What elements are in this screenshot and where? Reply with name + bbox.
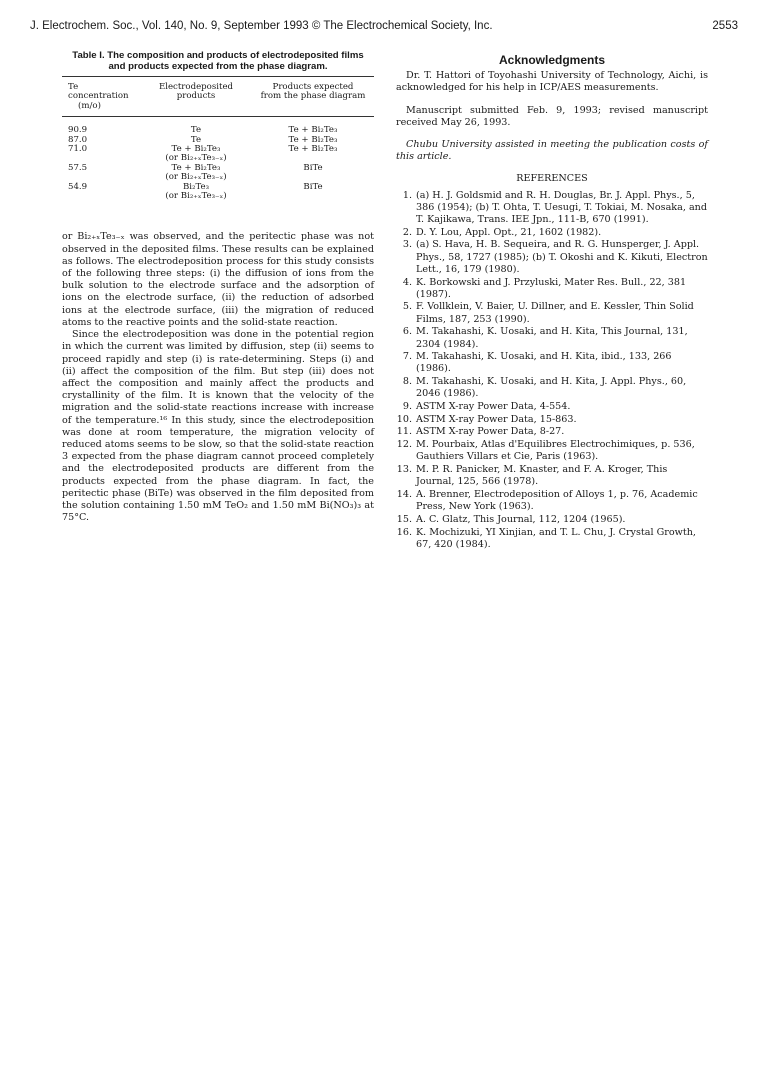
- reference-text: F. Vollklein, V. Baier, U. Dillner, and E. Kessler, Thin Solid Films, 187, 253 (1990).: [416, 301, 694, 325]
- table-header-cell: [140, 83, 252, 111]
- acknowledgments-text: Dr. T. Hattori of Toyohashi University of Technology, Aichi, is acknowledged for his help in ICP/AES measurements.: [396, 70, 708, 94]
- reference-number: 6.: [402, 326, 412, 338]
- reference-text: M. P. R. Panicker, M. Knaster, and F. A. Kroger, This Journal, 125, 566 (1978).: [416, 464, 668, 488]
- reference-text: A. C. Glatz, This Journal, 112, 1204 (1965).: [416, 513, 626, 525]
- reference-text: ASTM X-ray Power Data, 8-27.: [416, 426, 565, 438]
- reference-text: M. Pourbaix, Atlas d'Equilibres Electrochimiques, p. 536, Gauthiers Villars et Cie, Paris (1963).: [416, 439, 695, 463]
- table-cell: 90.9: [68, 125, 88, 136]
- reference-number: 11.: [396, 426, 412, 438]
- reference-item: [396, 376, 708, 400]
- left-column: [62, 50, 374, 524]
- reference-item: [396, 227, 708, 239]
- reference-text: (a) H. J. Goldsmid and R. H. Douglas, Br. J. Appl. Phys., 5, 386 (1954); (b) T. Ohta, T. Uesugi, T. Tokiai, M. Nosaka, and T. Kajikawa, Trans. IEE Jpn., 111-B, 670 (1991).: [416, 189, 707, 226]
- reference-number: 13.: [396, 464, 412, 476]
- right-column: [396, 50, 708, 552]
- table-cell: BiTe: [303, 162, 323, 173]
- header-line: Products expected: [272, 82, 354, 92]
- table-header: [62, 77, 374, 116]
- reference-text: K. Mochizuki, YI Xinjian, and T. L. Chu, J. Crystal Growth, 67, 420 (1984).: [416, 526, 696, 550]
- reference-item: [396, 239, 708, 276]
- reference-text: ASTM X-ray Power Data, 4-554.: [416, 401, 571, 413]
- body-text: [62, 231, 374, 524]
- reference-number: 4.: [402, 276, 412, 288]
- reference-item: [396, 514, 708, 526]
- reference-number: 1.: [402, 189, 412, 201]
- table-cell: (or Bi₂₊ₓTe₃₋ₓ): [165, 172, 227, 183]
- reference-number: 15.: [396, 513, 412, 525]
- reference-text: D. Y. Lou, Appl. Opt., 21, 1602 (1982).: [416, 226, 602, 238]
- reference-item: [396, 426, 708, 438]
- table-cell: 57.5: [68, 162, 88, 173]
- running-header: [30, 20, 738, 38]
- table-cell: [62, 192, 140, 201]
- table-cell: Te: [190, 134, 202, 145]
- reference-item: [396, 527, 708, 551]
- reference-number: 7.: [402, 351, 412, 363]
- reference-item: [396, 439, 708, 463]
- table-cell: Te + Bi₂Te₃: [288, 144, 338, 155]
- reference-text: M. Takahashi, K. Uosaki, and H. Kita, This Journal, 131, 2304 (1984).: [416, 326, 688, 350]
- table-header-cell: [62, 83, 140, 111]
- table-cell: 87.0: [68, 134, 88, 145]
- table-cell: Te: [190, 125, 202, 136]
- reference-text: K. Borkowski and J. Przyluski, Mater Res. Bull., 22, 381 (1987).: [416, 276, 687, 300]
- reference-item: [396, 301, 708, 325]
- reference-number: 16.: [396, 526, 412, 538]
- table-body: [62, 117, 374, 201]
- table-cell: Te + Bi₂Te₃: [171, 144, 221, 155]
- manuscript-dates: Manuscript submitted Feb. 9, 1993; revised manuscript received May 26, 1993.: [396, 104, 708, 128]
- table-cell: [252, 192, 374, 201]
- header-line: Te concentration: [68, 82, 129, 102]
- header-line: from the phase diagram: [260, 91, 366, 102]
- header-line: Electrodeposited: [158, 82, 234, 92]
- reference-number: 8.: [402, 376, 412, 388]
- table-cell: Te + Bi₂Te₃: [288, 125, 338, 136]
- reference-item: [396, 401, 708, 413]
- reference-item: [396, 489, 708, 513]
- publication-support-note: Chubu University assisted in meeting the publication costs of this article.: [396, 139, 708, 163]
- reference-text: M. Takahashi, K. Uosaki, and H. Kita, J. Appl. Phys., 60, 2046 (1986).: [416, 376, 687, 400]
- reference-number: 14.: [396, 489, 412, 500]
- reference-number: 3.: [402, 239, 412, 251]
- acknowledgments-heading: Acknowledgments: [498, 53, 606, 67]
- table-caption-line-1: Table I. The composition and products of electrodeposited films: [72, 50, 364, 61]
- reference-item: [396, 277, 708, 301]
- reference-number: 9.: [402, 401, 412, 413]
- header-line: products: [176, 91, 216, 102]
- table-caption: [62, 50, 374, 72]
- table-cell: BiTe: [303, 181, 323, 192]
- journal-citation: J. Electrochem. Soc., Vol. 140, No. 9, September 1993 © The Electrochemical Society, Inc.: [30, 20, 493, 32]
- page-number: 2553: [712, 20, 738, 32]
- reference-item: [396, 414, 708, 426]
- table-cell: 71.0: [68, 144, 88, 155]
- reference-number: 10.: [396, 413, 412, 425]
- reference-number: 2.: [402, 226, 412, 238]
- table-cell: Te + Bi₂Te₃: [288, 134, 338, 145]
- reference-number: 12.: [396, 439, 412, 451]
- reference-number: 5.: [402, 301, 412, 313]
- body-paragraph: Since the electrodeposition was done in the potential region in which the current was limited by diffusion, step (ii) seems to proceed rapidly and step (i) is rate-determining. Steps (i) and (ii) affect the composition of the film. But step (iii) does not affect the composition and mainly affect the products and crystallinity of the film. It is known that the velocity of the migration and the solid-state reactions increase with increase of the temperature.¹⁶ In this study, since the electrodeposition was done at room temperature, the migration velocity of reduced atoms seems to be slow, so that the solid-state reaction 3 expected from the phase diagram cannot proceed completely and the electrodeposited products are different from the products expected from the phase diagram. In fact, the peritectic phase (BiTe) was observed in the film deposited from the solution containing 1.50 mM TeO₂ and 1.50 mM Bi(NO₃)₃ at 75°C.: [62, 329, 374, 524]
- reference-text: ASTM X-ray Power Data, 15-863.: [416, 413, 577, 425]
- reference-item: [396, 326, 708, 350]
- reference-item: [396, 351, 708, 375]
- table-cell: Te + Bi₂Te₃: [171, 162, 221, 173]
- body-paragraph: or Bi₂₊ₓTe₃₋ₓ was observed, and the peritectic phase was not observed in the deposited films. These results can be explained as follows. The electrodeposition process for this study consists of the following three steps: (i) the diffusion of ions from the bulk solution to the electrode surface and the adsorption of ions on the electrode surface, (ii) the reduction of adsorbed ions at the electrode surface, (iii) the migration of reduced atoms to the reactive points and the solid-state reaction.: [62, 231, 374, 328]
- reference-item: [396, 190, 708, 227]
- table-cell: (or Bi₂₊ₓTe₃₋ₓ): [165, 191, 227, 202]
- reference-text: M. Takahashi, K. Uosaki, and H. Kita, ibid., 133, 266 (1986).: [416, 351, 672, 375]
- table-cell: 54.9: [68, 181, 88, 192]
- table-caption-line-2: and products expected from the phase diagram.: [108, 61, 328, 72]
- references-heading: REFERENCES: [516, 173, 588, 185]
- table-header-cell: [252, 83, 374, 111]
- reference-text: A. Brenner, Electrodeposition of Alloys 1, p. 76, Academic Press, New York (1963).: [416, 489, 698, 513]
- reference-item: [396, 464, 708, 488]
- references-list: [396, 190, 708, 551]
- table-cell: Bi₂Te₃: [182, 181, 210, 192]
- table-cell: (or Bi₂₊ₓTe₃₋ₓ): [165, 153, 227, 164]
- header-line: (m/o): [78, 100, 101, 111]
- reference-text: (a) S. Hava, H. B. Sequeira, and R. G. Hunsperger, J. Appl. Phys., 58, 1727 (1985); (b) T. Okoshi and K. Kikuti, Electron Lett., 16, 179 (1980).: [416, 239, 708, 275]
